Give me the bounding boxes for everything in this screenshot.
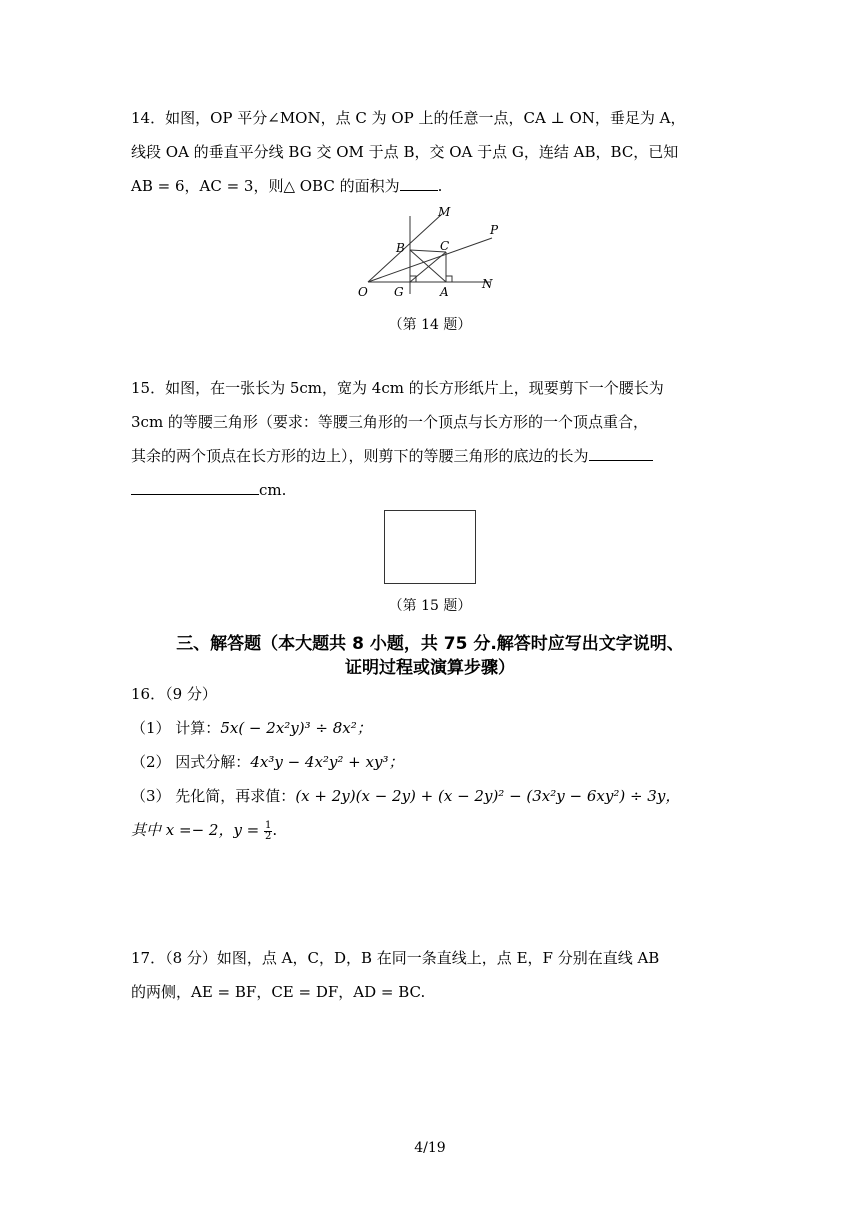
answer-blank bbox=[400, 176, 438, 191]
label-m: M bbox=[438, 205, 451, 219]
label-p: P bbox=[490, 223, 499, 237]
q16-condition-end: . bbox=[272, 821, 278, 839]
q14-line-3-end: . bbox=[437, 177, 443, 195]
q16-part-1-label: （1） 计算： bbox=[131, 719, 221, 737]
q16-part-2-label: （2） 因式分解： bbox=[131, 753, 251, 771]
section-3-title-line-1: 三、解答题（本大题共 8 小题，共 75 分.解答时应写出文字说明、 bbox=[176, 634, 684, 654]
q15-line-3 bbox=[131, 446, 731, 466]
q15-rectangle-figure bbox=[384, 510, 476, 584]
q14-line-3-text: AB = 6，AC = 3，则△ OBC 的面积为 bbox=[131, 177, 400, 195]
answer-blank bbox=[589, 446, 653, 461]
label-n: N bbox=[482, 277, 493, 291]
q15-line-1: 15．如图，在一张长为 5cm，宽为 4cm 的长方形纸片上，现要剪下一个腰长为 bbox=[131, 379, 664, 397]
label-g: G bbox=[394, 285, 404, 299]
fraction-numerator: 1 bbox=[265, 819, 272, 831]
q14-line-2: 线段 OA 的垂直平分线 BG 交 OM 于点 B，交 OA 于点 G，连结 AB，BC，已知 bbox=[131, 143, 679, 161]
q16-part-3-expr: (x + 2y)(x − 2y) + (x − 2y)² − (3x²y − 6xy²) ÷ 3y， bbox=[295, 787, 681, 805]
q14-line-1: 14．如图，OP 平分∠MON，点 C 为 OP 上的任意一点，CA ⊥ ON，垂足为 A， bbox=[131, 109, 686, 127]
fraction-denominator: 2 bbox=[265, 830, 272, 842]
q15-line-3-text: 其余的两个顶点在长方形的边上），则剪下的等腰三角形的底边的长为 bbox=[131, 447, 589, 465]
q16-part-2-expr: 4x³y − 4x²y² + xy³； bbox=[250, 753, 404, 771]
q15-caption: （第 15 题） bbox=[388, 598, 472, 614]
label-o: O bbox=[358, 285, 368, 299]
right-angle-a bbox=[446, 276, 452, 282]
q16-part-3 bbox=[131, 786, 731, 806]
q15-line-2: 3cm 的等腰三角形（要求：等腰三角形的一个顶点与长方形的一个顶点重合， bbox=[131, 413, 648, 431]
label-a: A bbox=[440, 285, 449, 299]
q14-line-3 bbox=[131, 176, 731, 196]
label-c: C bbox=[440, 239, 450, 253]
q17-line-1: 17．（8 分）如图，点 A，C，D，B 在同一条直线上，点 E，F 分别在直线 AB bbox=[131, 949, 660, 967]
ray-om bbox=[368, 214, 442, 282]
q16-part-3-condition bbox=[131, 820, 731, 842]
q16-condition-text: 其中 x =− 2，y = bbox=[131, 821, 260, 839]
q16-part-1 bbox=[131, 718, 731, 738]
q15-unit: cm. bbox=[259, 481, 287, 499]
label-b: B bbox=[396, 241, 405, 255]
q16-part-1-expr: 5x( − 2x²y)³ ÷ 8x²； bbox=[220, 719, 372, 737]
section-3-title-line-2: 证明过程或演算步骤） bbox=[345, 658, 515, 678]
q14-figure bbox=[350, 202, 510, 302]
ray-op bbox=[368, 238, 492, 282]
answer-blank-continued bbox=[131, 480, 259, 495]
q16-header: 16．（9 分） bbox=[131, 685, 217, 703]
q17-line-2: 的两侧，AE = BF，CE = DF，AD = BC. bbox=[131, 983, 426, 1001]
page-number: 4/19 bbox=[414, 1140, 446, 1156]
q15-line-4 bbox=[131, 480, 731, 500]
q16-part-3-label: （3） 先化简，再求值： bbox=[131, 787, 296, 805]
q16-part-2 bbox=[131, 752, 731, 772]
q14-caption: （第 14 题） bbox=[388, 317, 472, 333]
